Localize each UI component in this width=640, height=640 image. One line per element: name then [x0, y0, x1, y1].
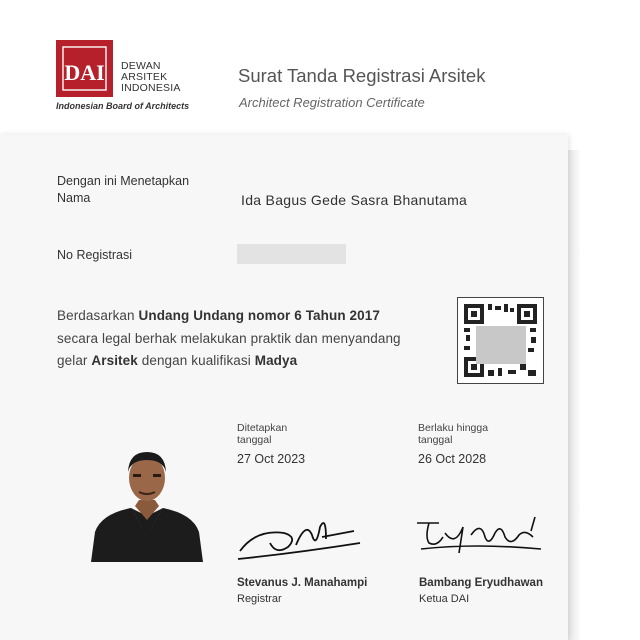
statement-line-3: gelar Arsitek dengan kualifikasi Madya: [57, 353, 298, 368]
registration-label: No Registrasi: [57, 248, 133, 262]
statement-line-1: Berdasarkan Undang Undang nomor 6 Tahun 2017: [57, 308, 380, 323]
portrait-photo: [91, 444, 203, 562]
issued-date: 27 Oct 2023: [237, 452, 306, 466]
certificate-header: [0, 0, 640, 135]
registrar-role: Registrar: [237, 593, 282, 605]
svg-text:DAI: DAI: [64, 60, 105, 85]
logo-wordmark: DEWAN ARSITEK INDONESIA: [121, 60, 181, 94]
registration-number-redacted: [237, 244, 346, 264]
dai-logo-icon: [56, 40, 113, 97]
qr-code-icon: [457, 297, 544, 384]
name-value: Ida Bagus Gede Sasra Bhanutama: [241, 192, 468, 208]
issued-label: Ditetapkan tanggal: [237, 422, 288, 446]
chairman-signature: [415, 513, 545, 566]
valid-until-label: Berlaku hingga tanggal: [418, 422, 489, 446]
certificate-subtitle: Architect Registration Certificate: [239, 95, 425, 110]
paper-edge: [568, 150, 580, 640]
chairman-role: Ketua DAI: [419, 593, 470, 605]
chairman-name: Bambang Eryudhawan: [419, 577, 543, 589]
name-label: Nama: [57, 191, 91, 205]
valid-until-date: 26 Oct 2028: [418, 452, 487, 466]
registrar-name: Stevanus J. Manahampi: [237, 577, 368, 589]
logo-subtitle: Indonesian Board of Architects: [56, 101, 190, 111]
registrar-signature: [236, 515, 366, 568]
intro-label: Dengan ini Menetapkan: [57, 174, 190, 188]
certificate-title: Surat Tanda Registrasi Arsitek: [238, 65, 486, 86]
statement-line-2: secara legal berhak melakukan praktik dan menyandang: [57, 331, 401, 346]
